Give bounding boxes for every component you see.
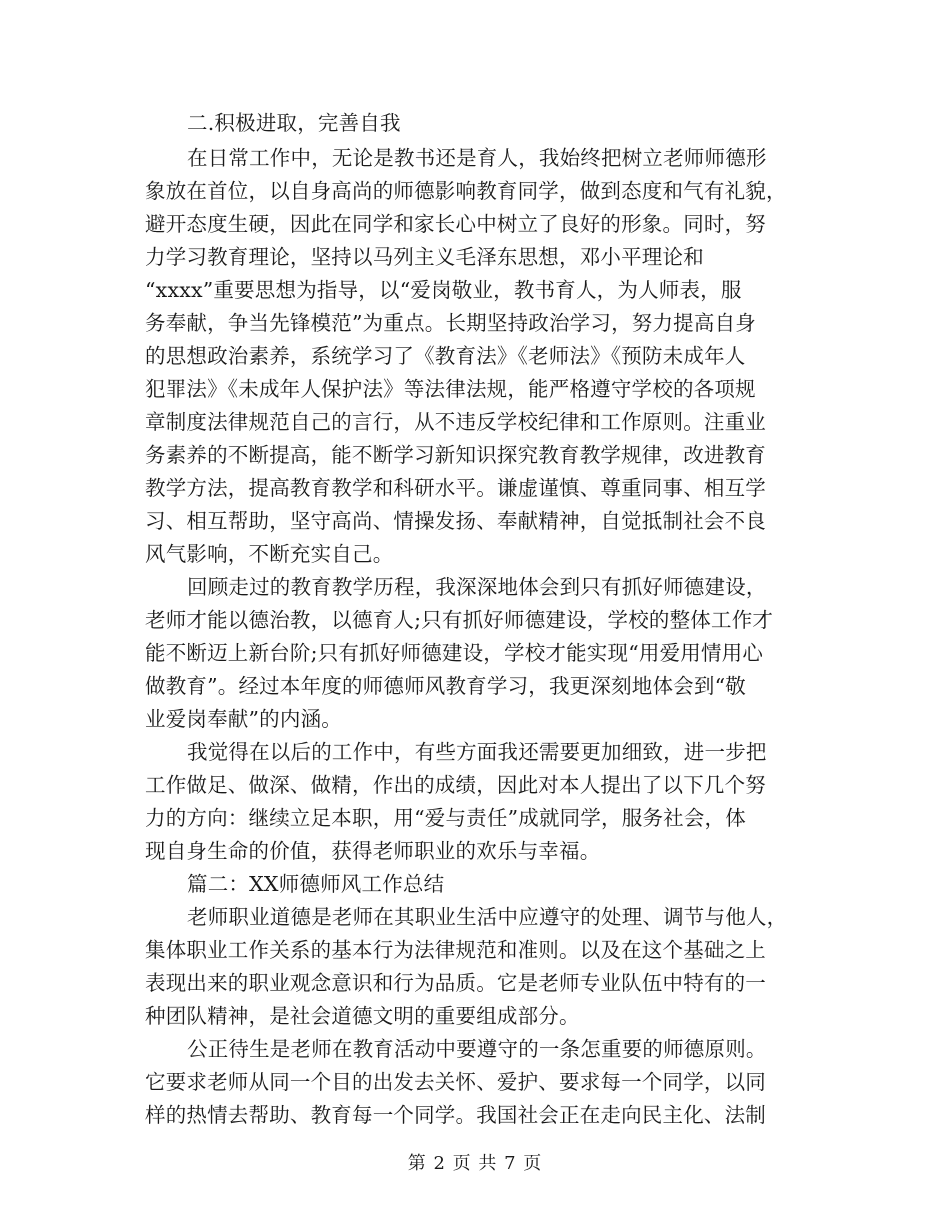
section-heading: 篇二：XX师德师风工作总结 bbox=[187, 872, 445, 896]
paragraph-line: 在日常工作中，无论是教书还是育人，我始终把树立老师师德形 bbox=[187, 146, 767, 170]
paragraph-line: 犯罪法》《未成年人保护法》等法律法规，能严格遵守学校的各项规 bbox=[145, 377, 756, 401]
paragraph-line: 教学方法，提高教育教学和科研水平。谦虚谨慎、尊重同事、相互学 bbox=[145, 476, 766, 500]
paragraph-line: 象放在首位，以自身高尚的师德影响教育同学，做到态度和气有礼貌， bbox=[145, 179, 787, 203]
paragraph-line: 它要求老师从同一个目的出发去关怀、爱护、要求每一个同学，以同 bbox=[145, 1070, 766, 1094]
paragraph-line: 力的方向：继续立足本职，用“爱与责任”成就同学，服务社会，体 bbox=[145, 806, 746, 830]
paragraph-line: 集体职业工作关系的基本行为法律规范和准则。以及在这个基础之上 bbox=[145, 938, 766, 962]
paragraph-line: 的思想政治素养，系统学习了《教育法》《老师法》《预防未成年人 bbox=[145, 344, 746, 368]
paragraph-line: 风气影响，不断充实自己。 bbox=[145, 542, 394, 566]
page-footer: 第 2 页 共 7 页 bbox=[407, 1153, 543, 1174]
paragraph-line: 样的热情去帮助、教育每一个同学。我国社会正在走向民主化、法制 bbox=[145, 1103, 766, 1127]
paragraph-line: 回顾走过的教育教学历程，我深深地体会到只有抓好师德建设， bbox=[187, 575, 767, 599]
paragraph-line: 务素养的不断提高，能不断学习新知识探究教育教学规律，改进教育 bbox=[145, 443, 766, 467]
paragraph-line: 工作做足、做深、做精，作出的成绩，因此对本人提出了以下几个努 bbox=[145, 773, 766, 797]
paragraph-line: 能不断迈上新台阶;只有抓好师德建设，学校才能实现“用爱用情用心 bbox=[145, 641, 764, 665]
paragraph-line: 做教育”。经过本年度的师德师风教育学习，我更深刻地体会到“敬 bbox=[145, 674, 746, 698]
paragraph-line: 种团队精神，是社会道德文明的重要组成部分。 bbox=[145, 1004, 580, 1028]
paragraph-line: 业爱岗奉献”的内涵。 bbox=[145, 707, 342, 731]
paragraph-line: “xxxx”重要思想为指导，以“爱岗敬业，教书育人，为人师表，服 bbox=[145, 278, 742, 302]
paragraph-line: 老师职业道德是老师在其职业生活中应遵守的处理、调节与他人， bbox=[187, 905, 788, 929]
paragraph-line: 老师才能以德治教，以德育人;只有抓好师德建设，学校的整体工作才 bbox=[145, 608, 774, 632]
paragraph-line: 公正待生是老师在教育活动中要遵守的一条怎重要的师德原则。 bbox=[187, 1037, 767, 1061]
section-heading: 二.积极进取，完善自我 bbox=[187, 111, 401, 135]
paragraph-line: 现自身生命的价值，获得老师职业的欢乐与幸福。 bbox=[145, 839, 601, 863]
paragraph-line: 避开态度生硬，因此在同学和家长心中树立了良好的形象。同时，努 bbox=[145, 212, 766, 236]
paragraph-line: 力学习教育理论，坚持以马列主义毛泽东思想，邓小平理论和 bbox=[145, 245, 704, 269]
paragraph-line: 表现出来的职业观念意识和行为品质。它是老师专业队伍中特有的一 bbox=[145, 971, 766, 995]
paragraph-line: 我觉得在以后的工作中，有些方面我还需要更加细致，进一步把 bbox=[187, 740, 767, 764]
paragraph-line: 章制度法律规范自己的言行，从不违反学校纪律和工作原则。注重业 bbox=[145, 410, 766, 434]
paragraph-line: 务奉献，争当先锋模范”为重点。长期坚持政治学习，努力提高自身 bbox=[145, 311, 756, 335]
paragraph-line: 习、相互帮助，坚守高尚、情操发扬、奉献精神，自觉抵制社会不良 bbox=[145, 509, 766, 533]
